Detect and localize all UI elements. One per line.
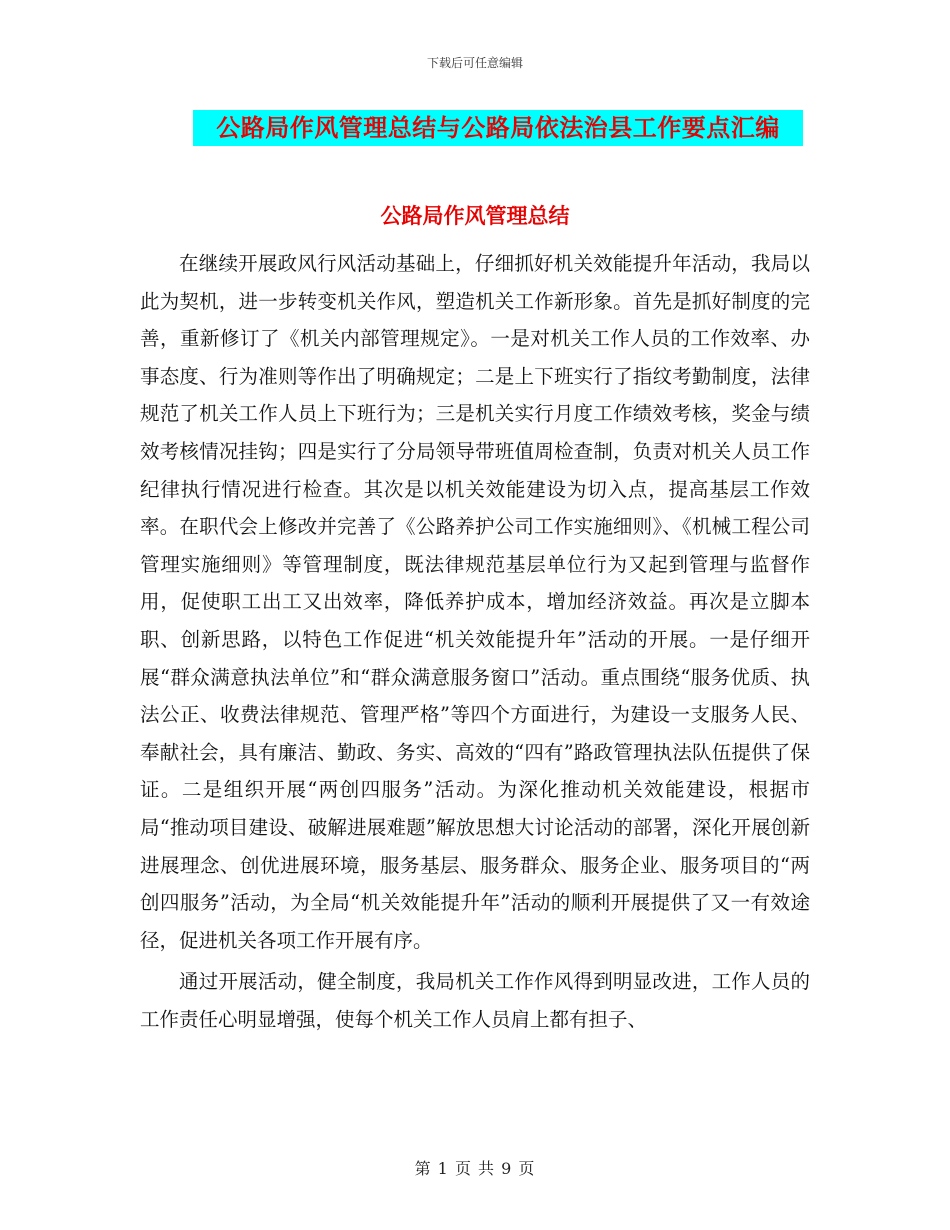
paragraph: 通过开展活动，健全制度，我局机关工作作风得到明显改进，工作人员的工作责任心明显增强，使每个机关工作人员肩上都有担子、 xyxy=(140,970,810,1031)
document-body xyxy=(140,245,810,1038)
document-title: 公路局作风管理总结与公路局依法治县工作要点汇编 xyxy=(216,113,780,142)
document-title-highlight xyxy=(193,110,803,146)
section-title: 公路局作风管理总结 xyxy=(380,203,570,228)
page-header-note: 下载后可任意编辑 xyxy=(426,56,523,70)
paragraph: 在继续开展政风行风活动基础上，仔细抓好机关效能提升年活动，我局以此为契机，进一步转变机关作风，塑造机关工作新形象。首先是抓好制度的完善，重新修订了《机关内部管理规定》。一是对机关工作人员的工作效率、办事态度、行为准则等作出了明确规定；二是上下班实行了指纹考勤制度，法律规范了机关工作人员上下班行为；三是机关实行月度工作绩效考核，奖金与绩效考核情况挂钩；四是实行了分局领导带班值周检查制，负责对机关人员工作纪律执行情况进行检查。其次是以机关效能建设为切入点，提高基层工作效率。在职代会上修改并完善了《公路养护公司工作实施细则》、《机械工程公司管理实施细则》等管理制度，既法律规范基层单位行为又起到管理与监督作用，促使职工出工又出效率，降低养护成本，增加经济效益。再次是立脚本职、创新思路，以特色工作促进“机关效能提升年”活动的开展。一是仔细开展“群众满意执法单位”和“群众满意服务窗口”活动。重点围绕“服务优质、执法公正、收费法律规范、管理严格”等四个方面进行，为建设一支服务人民、奉献社会，具有廉洁、勤政、务实、高效的“四有”路政管理执法队伍提供了保证。二是组织开展“两创四服务”活动。为深化推动机关效能建设，根据市局“推动项目建设、破解进展难题”解放思想大讨论活动的部署，深化开展创新进展理念、创优进展环境，服务基层、服务群众、服务企业、服务项目的“两创四服务”活动，为全局“机关效能提升年”活动的顺利开展提供了又一有效途径，促进机关各项工作开展有序。 xyxy=(140,252,810,952)
page-number: 第 1 页 共 9 页 xyxy=(414,1159,536,1178)
